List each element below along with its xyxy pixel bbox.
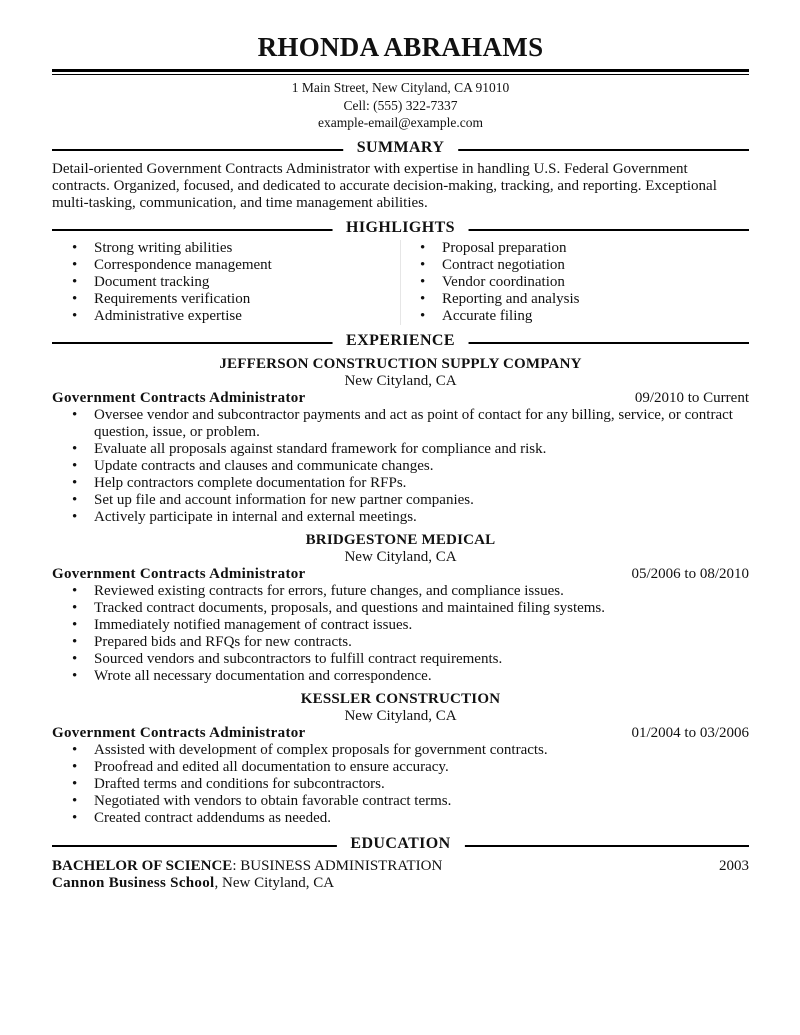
list-item-text: Immediately notified management of contract issues. — [94, 616, 413, 633]
job-company: KESSLER CONSTRUCTION — [300, 690, 501, 707]
bullet-icon: • — [420, 256, 426, 273]
bullet-icon: • — [72, 491, 78, 508]
job-title: Government Contracts Administrator — [52, 724, 306, 741]
list-item — [401, 240, 749, 257]
list-item-text: Administrative expertise — [94, 307, 242, 324]
job-bullets — [52, 742, 749, 827]
job-entry — [52, 532, 749, 685]
list-item — [52, 668, 749, 685]
list-item — [52, 651, 749, 668]
list-item — [52, 240, 400, 257]
education-degree-line — [52, 858, 442, 875]
list-item-text: Tracked contract documents, proposals, and questions and maintained filing systems. — [94, 599, 606, 616]
resume-page — [52, 0, 749, 892]
job-title-row — [52, 725, 749, 742]
list-item-text: Actively participate in internal and external meetings. — [94, 508, 417, 525]
contact-email: example-email@example.com — [318, 115, 483, 130]
bullet-icon: • — [72, 758, 78, 775]
highlights-left-list — [52, 240, 400, 325]
list-item-text: Oversee vendor and subcontractor payments and act as point of contact for any billing, service, or contract question, issue, or problem. — [94, 406, 733, 440]
summary-heading-label: SUMMARY — [343, 138, 459, 158]
list-item-text: Strong writing abilities — [94, 239, 233, 256]
list-item-text: Set up file and account information for new partner companies. — [94, 491, 474, 508]
bullet-icon: • — [420, 290, 426, 307]
job-location: New Cityland, CA — [344, 707, 457, 724]
summary-text: Detail-oriented Government Contracts Administrator with expertise in handling U.S. Federal Government contracts. Organized, focused, and dedicated to accurate decision-making, tracking, and reporting. Exceptional multi-tasking, communication, and time management abilities. — [52, 160, 717, 211]
list-item-text: Sourced vendors and subcontractors to fulfill contract requirements. — [94, 650, 503, 667]
job-entry — [52, 356, 749, 526]
bullet-icon: • — [72, 474, 78, 491]
contact-block — [52, 79, 749, 132]
job-company: BRIDGESTONE MEDICAL — [305, 531, 496, 548]
list-item — [52, 274, 400, 291]
bullet-icon: • — [72, 599, 78, 616]
highlights-right-list — [401, 240, 749, 325]
list-item-text: Proofread and edited all documentation to ensure accuracy. — [94, 758, 449, 775]
education-school-row — [52, 875, 749, 892]
education-heading — [52, 834, 749, 854]
contact-address: 1 Main Street, New Cityland, CA 91010 — [291, 80, 510, 95]
experience-heading — [52, 331, 749, 351]
bullet-icon: • — [420, 239, 426, 256]
experience-jobs — [52, 356, 749, 827]
experience-heading-label: EXPERIENCE — [332, 331, 469, 351]
education-heading-label: EDUCATION — [336, 834, 464, 854]
bullet-icon: • — [72, 239, 78, 256]
list-item-text: Update contracts and clauses and communicate changes. — [94, 457, 434, 474]
bullet-icon: • — [420, 307, 426, 324]
header-rule-thick — [52, 69, 749, 72]
bullet-icon: • — [72, 307, 78, 324]
job-dates: 05/2006 to 08/2010 — [631, 565, 749, 582]
list-item — [52, 492, 749, 509]
bullet-icon: • — [72, 616, 78, 633]
bullet-icon: • — [72, 582, 78, 599]
list-item — [401, 274, 749, 291]
highlights-heading — [52, 218, 749, 238]
bullet-icon: • — [72, 256, 78, 273]
job-entry — [52, 691, 749, 827]
list-item-text: Reviewed existing contracts for errors, future changes, and compliance issues. — [94, 582, 564, 599]
bullet-icon: • — [72, 775, 78, 792]
job-bullets — [52, 407, 749, 526]
job-location: New Cityland, CA — [344, 548, 457, 565]
bullet-icon: • — [72, 406, 78, 423]
list-item — [52, 810, 749, 827]
list-item — [52, 742, 749, 759]
bullet-icon: • — [72, 273, 78, 290]
list-item — [52, 634, 749, 651]
list-item — [401, 257, 749, 274]
list-item — [52, 600, 749, 617]
list-item-text: Negotiated with vendors to obtain favorable contract terms. — [94, 792, 452, 809]
list-item-text: Assisted with development of complex proposals for government contracts. — [94, 741, 548, 758]
education-degree-row — [52, 858, 749, 875]
highlights-right-column — [400, 240, 749, 325]
list-item-text: Vendor coordination — [442, 273, 565, 290]
list-item — [52, 759, 749, 776]
job-location: New Cityland, CA — [344, 372, 457, 389]
bullet-icon: • — [72, 440, 78, 457]
list-item — [401, 308, 749, 325]
list-item — [52, 793, 749, 810]
education-location: , New Cityland, CA — [214, 874, 335, 891]
job-company: JEFFERSON CONSTRUCTION SUPPLY COMPANY — [219, 355, 582, 372]
job-title: Government Contracts Administrator — [52, 565, 306, 582]
job-title-row — [52, 566, 749, 583]
candidate-name: RHONDA ABRAHAMS — [257, 32, 544, 62]
highlights-columns — [52, 240, 749, 325]
education-degree: BACHELOR OF SCIENCE — [52, 857, 233, 874]
list-item-text: Evaluate all proposals against standard framework for compliance and risk. — [94, 440, 547, 457]
list-item — [52, 291, 400, 308]
bullet-icon: • — [72, 650, 78, 667]
list-item-text: Document tracking — [94, 273, 210, 290]
job-dates: 01/2004 to 03/2006 — [631, 724, 749, 741]
list-item — [52, 407, 749, 441]
bullet-icon: • — [72, 809, 78, 826]
list-item-text: Contract negotiation — [442, 256, 565, 273]
bullet-icon: • — [72, 792, 78, 809]
bullet-icon: • — [72, 290, 78, 307]
list-item — [52, 509, 749, 526]
header-rule-thin — [52, 74, 749, 75]
list-item — [401, 291, 749, 308]
list-item — [52, 458, 749, 475]
list-item-text: Proposal preparation — [442, 239, 567, 256]
job-bullets — [52, 583, 749, 685]
list-item-text: Requirements verification — [94, 290, 251, 307]
bullet-icon: • — [72, 667, 78, 684]
job-title-row — [52, 390, 749, 407]
list-item — [52, 308, 400, 325]
list-item — [52, 776, 749, 793]
list-item-text: Wrote all necessary documentation and correspondence. — [94, 667, 432, 684]
education-year: 2003 — [719, 857, 749, 874]
bullet-icon: • — [420, 273, 426, 290]
contact-cell: Cell: (555) 322-7337 — [343, 97, 458, 113]
job-title: Government Contracts Administrator — [52, 389, 306, 406]
list-item-text: Drafted terms and conditions for subcontractors. — [94, 775, 385, 792]
list-item — [52, 441, 749, 458]
highlights-heading-label: HIGHLIGHTS — [332, 218, 469, 238]
highlights-left-column — [52, 240, 400, 325]
list-item — [52, 475, 749, 492]
list-item — [52, 583, 749, 600]
bullet-icon: • — [72, 633, 78, 650]
education-school: Cannon Business School — [52, 874, 215, 891]
list-item-text: Correspondence management — [94, 256, 272, 273]
list-item-text: Created contract addendums as needed. — [94, 809, 331, 826]
list-item-text: Reporting and analysis — [442, 290, 580, 307]
bullet-icon: • — [72, 741, 78, 758]
bullet-icon: • — [72, 508, 78, 525]
job-dates: 09/2010 to Current — [634, 389, 749, 406]
education-major: : BUSINESS ADMINISTRATION — [232, 857, 443, 874]
bullet-icon: • — [72, 457, 78, 474]
list-item-text: Accurate filing — [442, 307, 533, 324]
list-item-text: Help contractors complete documentation for RFPs. — [94, 474, 407, 491]
list-item-text: Prepared bids and RFQs for new contracts. — [94, 633, 352, 650]
list-item — [52, 617, 749, 634]
list-item — [52, 257, 400, 274]
summary-heading — [52, 138, 749, 158]
